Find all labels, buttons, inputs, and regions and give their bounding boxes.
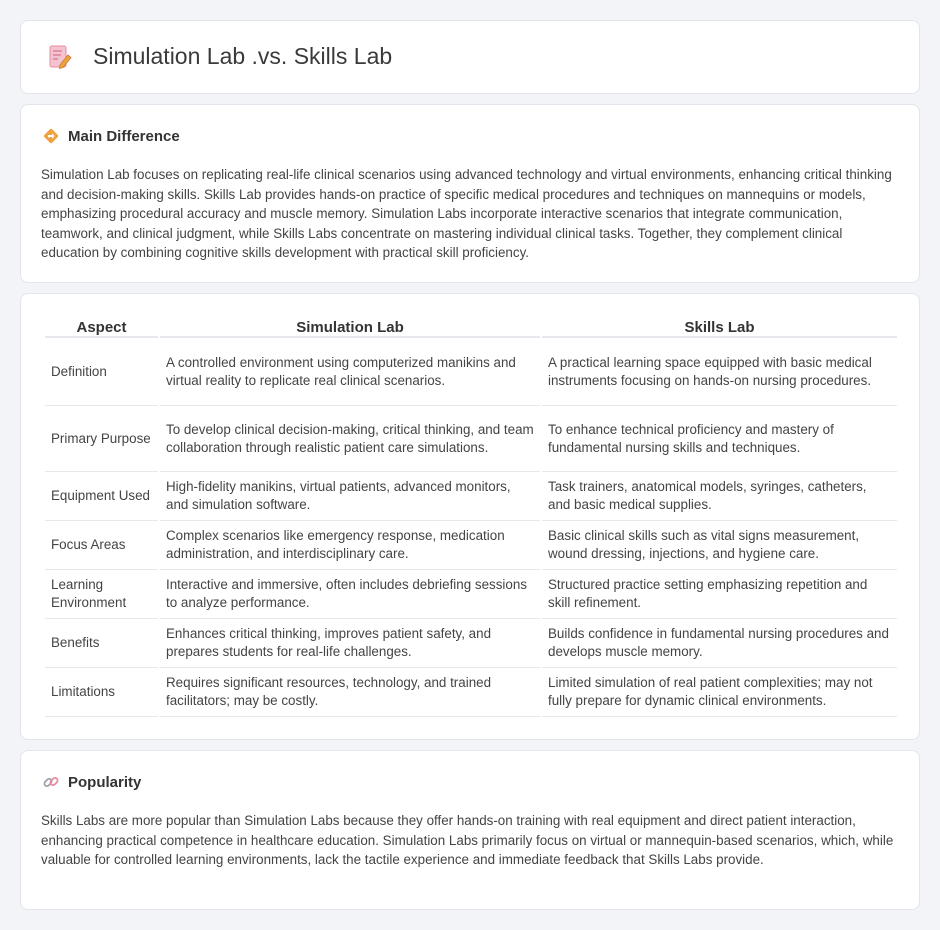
main-difference-card xyxy=(20,104,920,283)
table-row xyxy=(45,619,897,668)
skills-cell: Task trainers, anatomical models, syringes, catheters, and basic medical supplies. xyxy=(542,472,897,521)
skills-cell: Limited simulation of real patient complexities; may not fully prepare for dynamic clinical environments. xyxy=(542,668,897,717)
popularity-text: Skills Labs are more popular than Simulation Labs because they offer hands-on training with real equipment and direct patient interaction, enhancing practical competence in healthcare education. Simulation Labs primarily focus on virtual or mannequin-based scenarios, which, while valuable for controlled learning environments, lack the tactile experience and immediate feedback that Skills Labs provide. xyxy=(41,813,894,868)
title-card xyxy=(20,20,920,94)
simulation-cell: Interactive and immersive, often includes debriefing sessions to analyze performance. xyxy=(160,570,540,619)
aspect-cell: Focus Areas xyxy=(45,521,158,570)
aspect-cell: Primary Purpose xyxy=(45,406,158,472)
table-row xyxy=(45,668,897,717)
skills-cell: Structured practice setting emphasizing repetition and skill refinement. xyxy=(542,570,897,619)
main-difference-header xyxy=(42,127,180,145)
title-row xyxy=(47,43,392,70)
aspect-cell: Benefits xyxy=(45,619,158,668)
aspect-cell: Limitations xyxy=(45,668,158,717)
skills-cell: Basic clinical skills such as vital signs measurement, wound dressing, injections, and hygiene care. xyxy=(542,521,897,570)
skills-cell: To enhance technical proficiency and mastery of fundamental nursing skills and techniques. xyxy=(542,406,897,472)
table-row xyxy=(45,472,897,521)
table-row xyxy=(45,521,897,570)
aspect-cell: Equipment Used xyxy=(45,472,158,521)
header-skills-lab: Skills Lab xyxy=(542,316,897,338)
skills-cell: Builds confidence in fundamental nursing procedures and develops muscle memory. xyxy=(542,619,897,668)
diamond-direction-icon xyxy=(42,127,60,145)
simulation-cell: A controlled environment using computerized manikins and virtual reality to replicate real clinical scenarios. xyxy=(160,338,540,406)
popularity-card xyxy=(20,750,920,910)
page-title: Simulation Lab .vs. Skills Lab xyxy=(93,43,393,69)
aspect-cell: Learning Environment xyxy=(45,570,158,619)
main-difference-heading: Main Difference xyxy=(68,127,180,145)
simulation-cell: Complex scenarios like emergency response, medication administration, and interdisciplinary care. xyxy=(160,521,540,570)
popularity-heading: Popularity xyxy=(68,773,142,791)
popularity-header xyxy=(42,773,141,791)
link-icon xyxy=(42,773,60,791)
table-header-row xyxy=(45,316,897,338)
simulation-cell: High-fidelity manikins, virtual patients, advanced monitors, and simulation software. xyxy=(160,472,540,521)
document-pencil-icon xyxy=(47,44,73,70)
header-simulation-lab: Simulation Lab xyxy=(160,316,540,338)
table-row xyxy=(45,338,897,406)
comparison-card xyxy=(20,293,920,740)
table-row xyxy=(45,406,897,472)
table-row xyxy=(45,570,897,619)
header-aspect: Aspect xyxy=(45,316,158,338)
aspect-cell: Definition xyxy=(45,338,158,406)
skills-cell: A practical learning space equipped with basic medical instruments focusing on hands-on nursing procedures. xyxy=(542,338,897,406)
main-difference-text: Simulation Lab focuses on replicating real-life clinical scenarios using advanced technology and virtual environments, enhancing critical thinking and decision-making skills. Skills Lab provides hands-on practice of specific medical procedures and techniques on mannequins or models, emphasizing procedural accuracy and muscle memory. Simulation Labs incorporate interactive scenarios that integrate communication, teamwork, and clinical judgment, while Skills Labs concentrate on mastering individual clinical tasks. Together, they complement clinical education by combining cognitive skills development with practical skill proficiency. xyxy=(41,167,892,261)
comparison-table xyxy=(43,316,899,717)
simulation-cell: Enhances critical thinking, improves patient safety, and prepares students for real-life challenges. xyxy=(160,619,540,668)
simulation-cell: Requires significant resources, technology, and trained facilitators; may be costly. xyxy=(160,668,540,717)
simulation-cell: To develop clinical decision-making, critical thinking, and team collaboration through realistic patient care simulations. xyxy=(160,406,540,472)
